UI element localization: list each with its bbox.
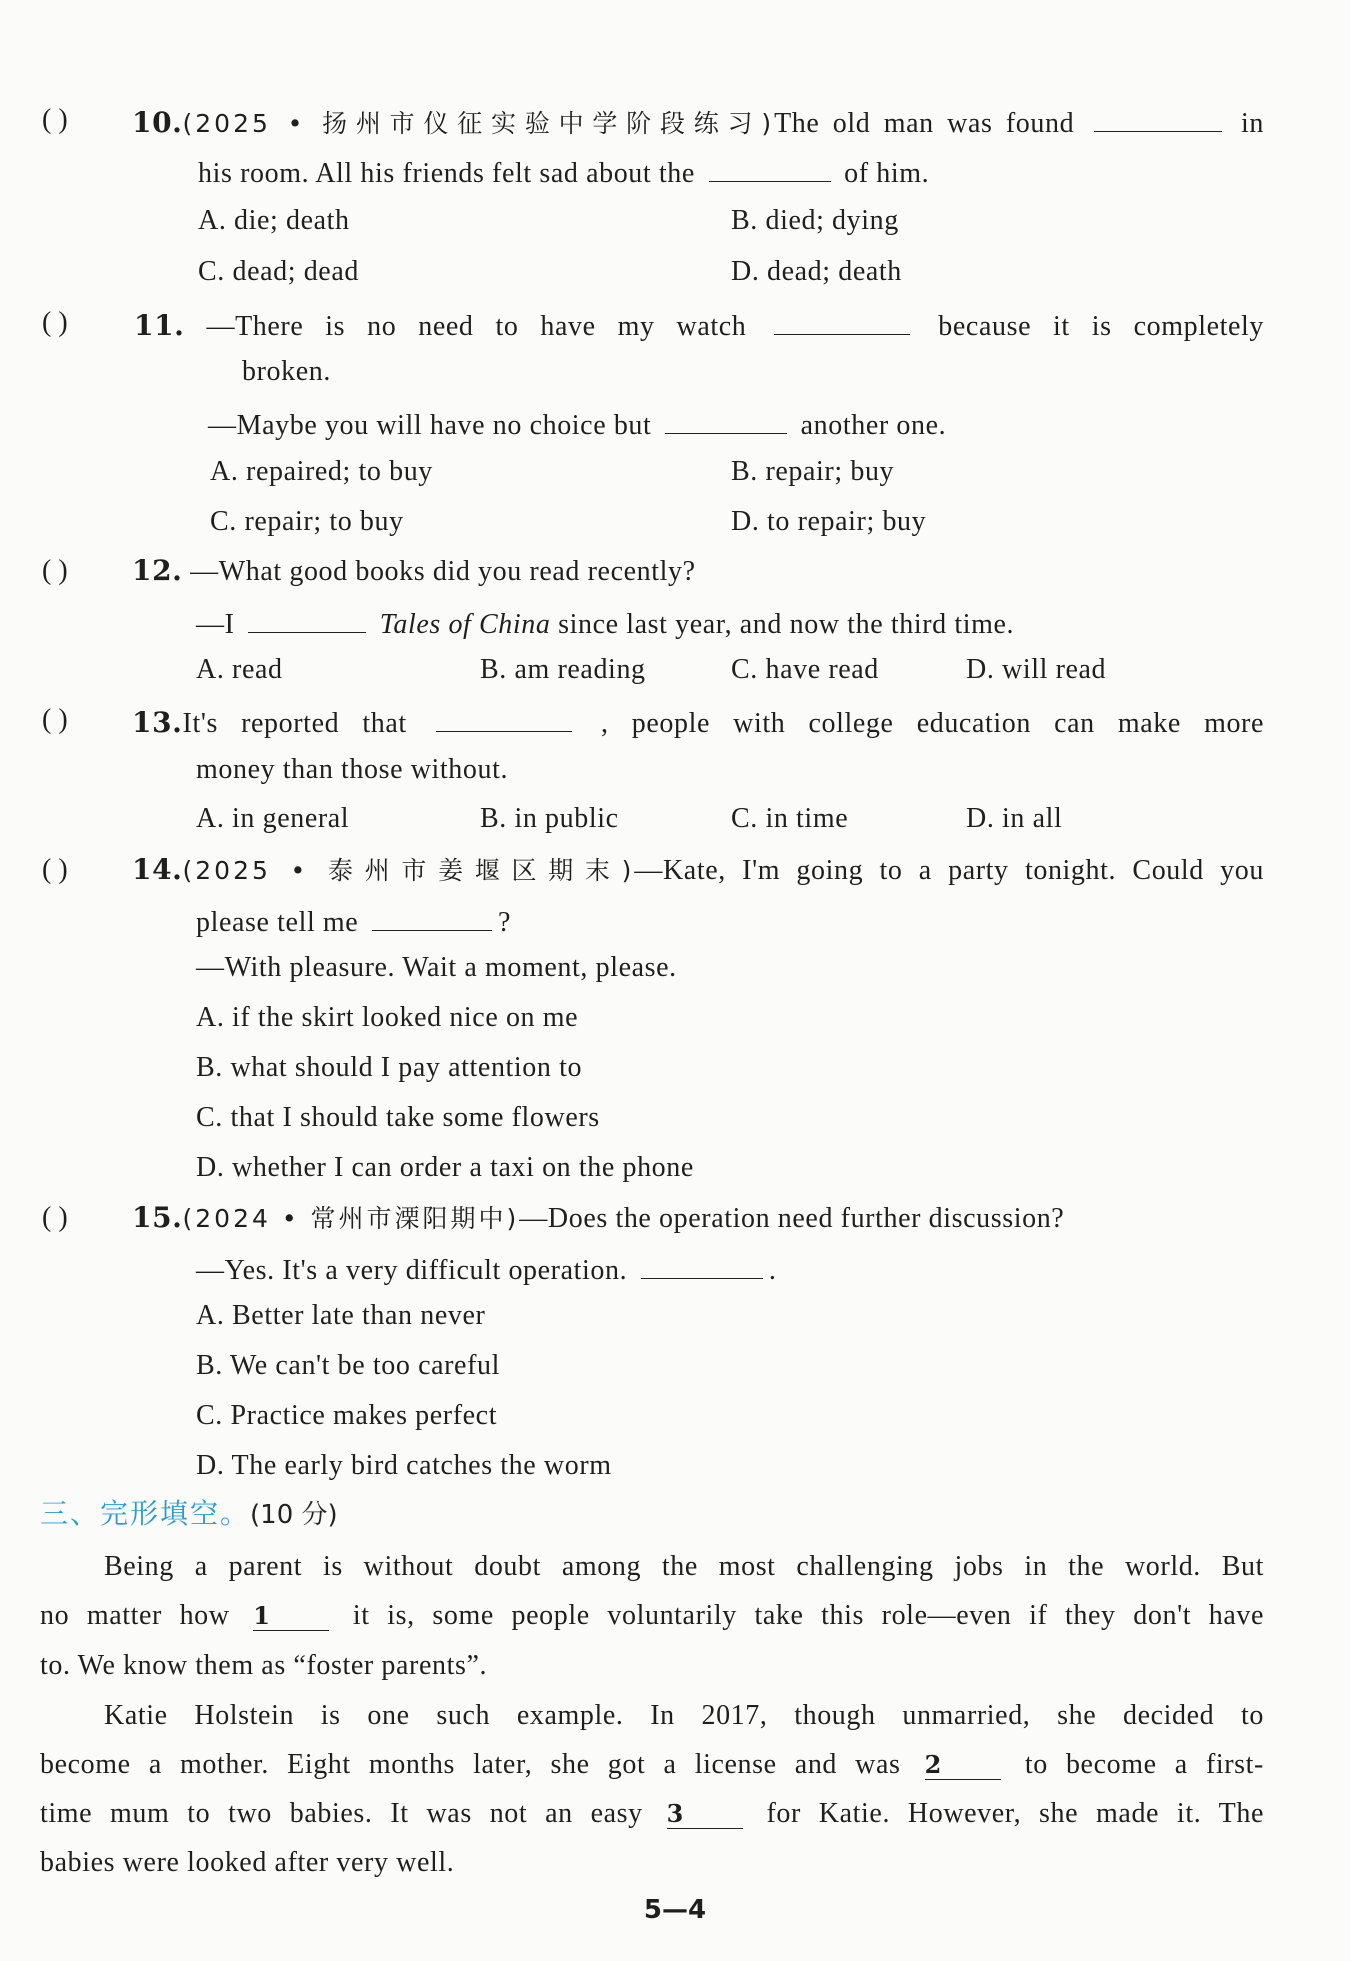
question-text: The old man was found — [774, 108, 1075, 139]
option-a[interactable]: A. in general — [196, 803, 350, 834]
question-text: in — [1241, 108, 1264, 139]
passage-line — [40, 1748, 1264, 1782]
passage-text: it is, some people voluntarily take this role—even if they don't have — [352, 1600, 1264, 1631]
question-12-line-2 — [196, 604, 1014, 642]
question-15-line-2 — [196, 1250, 776, 1288]
cloze-blank-1[interactable]: 1 — [253, 1602, 329, 1631]
question-text: —What good books did you read recently? — [190, 556, 696, 587]
option-a[interactable]: A. read — [196, 654, 283, 685]
option-a[interactable]: A. Better late than never — [196, 1300, 486, 1331]
option-c[interactable]: C. have read — [731, 654, 879, 685]
question-text: since last year, and now the third time. — [558, 609, 1015, 640]
option-a[interactable]: A. if the skirt looked nice on me — [196, 1002, 579, 1033]
question-number: 11. — [134, 309, 185, 342]
passage-text: time mum to two babies. It was not an easy — [40, 1798, 643, 1829]
question-14-line-2 — [196, 902, 511, 940]
section-title: 三、完形填空。 — [40, 1497, 251, 1530]
question-text: another one. — [800, 410, 947, 441]
option-b[interactable]: B. what should I pay attention to — [196, 1052, 583, 1083]
option-d[interactable]: D. dead; death — [731, 256, 902, 287]
passage-line: Katie Holstein is one such example. In 2017, though unmarried, she decided to — [104, 1700, 1264, 1731]
answer-bracket-11[interactable]: ( ) — [42, 307, 68, 338]
question-number: 14. — [132, 853, 183, 886]
question-text: , people with college education can make more — [601, 708, 1264, 739]
question-number: 15. — [132, 1201, 183, 1234]
question-13-line-1 — [132, 703, 1264, 741]
cloze-blank-2[interactable]: 2 — [925, 1751, 1001, 1780]
passage-text: to become a first- — [1024, 1749, 1264, 1780]
option-d[interactable]: D. in all — [966, 803, 1063, 834]
question-11-line-3 — [208, 405, 946, 443]
option-b[interactable]: B. died; dying — [731, 205, 899, 236]
answer-blank[interactable] — [1094, 103, 1222, 132]
answer-blank[interactable] — [248, 604, 366, 633]
question-text: ? — [497, 907, 511, 938]
question-source: (2025 • 扬州市仪征实验中学阶段练习) — [182, 109, 775, 138]
question-15-line-1 — [132, 1201, 1064, 1236]
question-text: —There is no need to have my watch — [206, 311, 747, 342]
question-source: (2024 • 常州市溧阳期中) — [182, 1204, 520, 1233]
answer-blank[interactable] — [709, 153, 831, 182]
passage-text: no matter how — [40, 1600, 230, 1631]
question-13-line-2: money than those without. — [196, 754, 509, 785]
option-b[interactable]: B. We can't be too careful — [196, 1350, 500, 1381]
question-14-line-3: —With pleasure. Wait a moment, please. — [196, 952, 677, 983]
cloze-blank-3[interactable]: 3 — [667, 1800, 743, 1829]
book-title: Tales of China — [379, 609, 551, 640]
question-text: because it is completely — [938, 311, 1264, 342]
answer-bracket-13[interactable]: ( ) — [42, 704, 68, 735]
question-number: 12. — [132, 554, 183, 587]
question-number: 13. — [132, 706, 183, 739]
option-d[interactable]: D. will read — [966, 654, 1107, 685]
question-11-line-1 — [134, 306, 1264, 344]
answer-blank[interactable] — [774, 306, 910, 335]
option-d[interactable]: D. whether I can order a taxi on the phone — [196, 1152, 694, 1183]
question-12-line-1 — [132, 554, 696, 589]
question-10-line-2 — [198, 153, 929, 191]
section-heading — [40, 1497, 338, 1532]
question-text: . — [768, 1255, 777, 1286]
page-number: 5—4 — [643, 1895, 707, 1925]
question-text: It's reported that — [182, 708, 407, 739]
question-text: —Yes. It's a very difficult operation. — [196, 1255, 628, 1286]
answer-bracket-15[interactable]: ( ) — [42, 1202, 68, 1233]
option-a[interactable]: A. repaired; to buy — [210, 456, 433, 487]
question-source: (2025 • 泰州市姜堰区期末) — [182, 856, 635, 885]
passage-line — [40, 1797, 1264, 1831]
option-b[interactable]: B. repair; buy — [731, 456, 895, 487]
answer-bracket-12[interactable]: ( ) — [42, 555, 68, 586]
passage-line: Being a parent is without doubt among the most challenging jobs in the world. But — [104, 1551, 1264, 1582]
answer-blank[interactable] — [436, 703, 572, 732]
question-text: —Does the operation need further discussion? — [519, 1203, 1065, 1234]
question-text: —I — [196, 609, 235, 640]
option-d[interactable]: D. to repair; buy — [731, 506, 927, 537]
question-text: please tell me — [196, 907, 359, 938]
option-c[interactable]: C. repair; to buy — [210, 506, 404, 537]
option-c[interactable]: C. dead; dead — [198, 256, 359, 287]
option-d[interactable]: D. The early bird catches the worm — [196, 1450, 612, 1481]
answer-blank[interactable] — [665, 405, 787, 434]
question-number: 10. — [132, 106, 183, 139]
option-c[interactable]: C. Practice makes perfect — [196, 1400, 498, 1431]
option-c[interactable]: C. that I should take some flowers — [196, 1102, 600, 1133]
passage-line: babies were looked after very well. — [40, 1847, 455, 1878]
question-text: his room. All his friends felt sad about the — [198, 158, 695, 189]
answer-blank[interactable] — [641, 1250, 763, 1279]
question-10-line-1 — [132, 103, 1264, 141]
option-c[interactable]: C. in time — [731, 803, 849, 834]
question-text: of him. — [844, 158, 930, 189]
question-11-line-2: broken. — [242, 356, 331, 387]
option-b[interactable]: B. am reading — [480, 654, 646, 685]
passage-line — [40, 1599, 1264, 1633]
answer-blank[interactable] — [372, 902, 492, 931]
passage-text: become a mother. Eight months later, she got a license and was — [40, 1749, 901, 1780]
answer-bracket-10[interactable]: ( ) — [42, 104, 68, 135]
answer-bracket-14[interactable]: ( ) — [42, 854, 68, 885]
option-a[interactable]: A. die; death — [198, 205, 350, 236]
question-text: —Maybe you will have no choice but — [208, 410, 652, 441]
question-text: —Kate, I'm going to a party tonight. Could you — [634, 855, 1264, 886]
passage-text: for Katie. However, she made it. The — [766, 1798, 1264, 1829]
section-points: (10 分) — [250, 1500, 338, 1530]
option-b[interactable]: B. in public — [480, 803, 619, 834]
passage-line: to. We know them as “foster parents”. — [40, 1650, 488, 1681]
question-14-line-1 — [132, 853, 1264, 888]
